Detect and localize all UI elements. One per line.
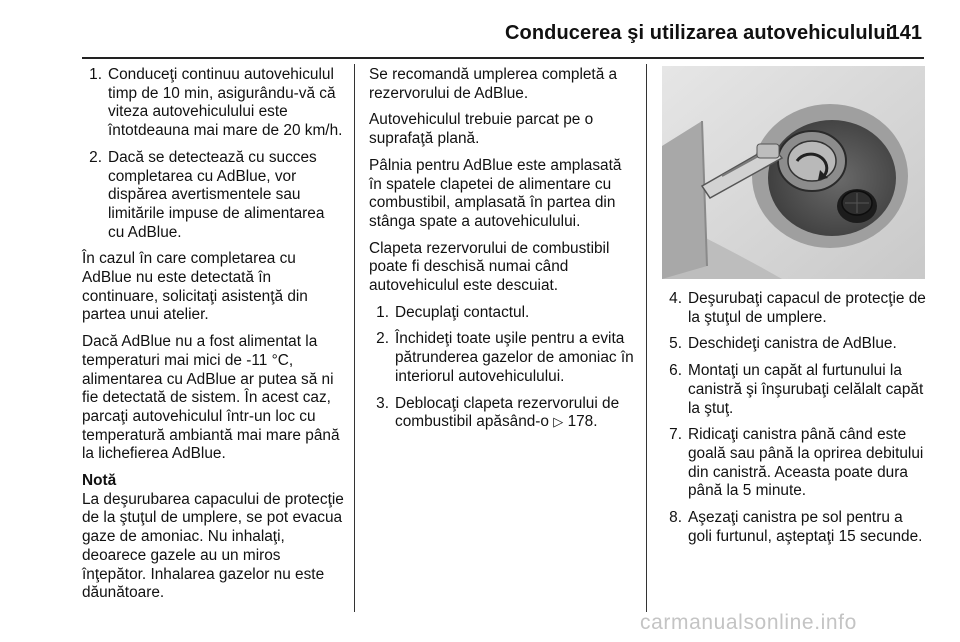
page-header — [0, 22, 960, 56]
list-item — [82, 66, 344, 141]
list-item-text: Deschideţi canistra de AdBlue. — [688, 335, 897, 353]
list-item-number: 3. — [376, 394, 389, 412]
paragraph: Se recomandă umplerea completă a rezervorului de AdBlue. — [369, 66, 618, 102]
list-item — [662, 290, 926, 327]
column-2 — [369, 66, 637, 440]
column-1 — [82, 66, 344, 603]
list-item-text: Aşezaţi canistra pe sol pentru a goli furtunul, aşteptaţi 15 secunde. — [688, 509, 923, 545]
list-item — [662, 426, 926, 501]
list-item-number: 7. — [669, 426, 682, 444]
list-item-text: Decuplaţi contactul. — [395, 303, 530, 321]
list-item-number: 1. — [89, 66, 102, 83]
paragraph: Pâlnia pentru AdBlue este amplasată în spatele clapetei de alimentare cu combustibil, amplasată în partea din stânga spate a autovehiculului. — [369, 156, 622, 230]
note-block — [82, 472, 344, 603]
column-3 — [662, 290, 926, 554]
list-item — [662, 509, 926, 546]
list-item-text: Ridicaţi canistra până când este goală sau până la oprirea debitului din canistră. Aceasta poate dura până la 5 minute. — [688, 426, 924, 500]
page-number: 141 — [888, 22, 922, 44]
list-item-text: Conduceţi continuu autovehiculul timp de 10 min, asigurându-vă că viteza autovehiculului este întotdeauna mai mare de 20 km/h. — [108, 66, 343, 140]
column-divider-left — [354, 64, 355, 612]
list-item-number: 1. — [376, 303, 389, 321]
list-item — [369, 330, 637, 386]
list-item-number: 2. — [89, 148, 102, 166]
list-item-text — [395, 395, 637, 432]
page-reference-icon[interactable]: ▷ — [553, 414, 564, 430]
list-item — [369, 304, 637, 323]
paragraph: Dacă AdBlue nu a fost alimentat la temperaturi mai mici de -11 °C, alimentarea cu AdBlue ar putea să ni fie detectată de sistem. În acest caz, parcaţi autovehiculul într-un loc cu temperatură ambiantă mai mare până la lichefierea AdBlue. — [82, 333, 340, 463]
list-item — [369, 395, 637, 432]
list-item-number: 5. — [669, 335, 682, 353]
list-item — [662, 362, 926, 418]
list-item-text: Dacă se detectează cu succes completarea cu AdBlue, vor dispărea avertismentele sau limitările impuse de alimentarea cu AdBlue. — [108, 148, 325, 241]
list-item-number: 4. — [669, 290, 682, 307]
list-item-text: Montaţi un capăt al furtunului la canistră şi înşurubaţi celălalt capăt la ştuţ. — [688, 362, 924, 417]
list-item-number: 2. — [376, 330, 389, 348]
header-rule — [82, 57, 924, 59]
paragraph: Autovehiculul trebuie parcat pe o suprafaţă plană. — [369, 111, 594, 148]
note-text: La deşurubarea capacului de protecţie de la ştuţul de umplere, se pot evacua gaze de amoniac. Nu inhalaţi, deoarece gazele au un miros înţepător. Inhalarea gazelor nu este dăunătoare. — [82, 490, 344, 602]
list-item — [662, 335, 926, 354]
list-item-text-body: Deblocaţi clapeta rezervorului de combustibil apăsând-o — [395, 394, 620, 431]
watermark: carmanualsonline.info — [640, 611, 857, 634]
list-item — [82, 149, 344, 243]
list-item-text: Deşurubaţi capacul de protecţie de la ştuţul de umplere. — [688, 290, 926, 326]
page-reference[interactable]: 178. — [567, 413, 598, 431]
list-item-number: 6. — [669, 362, 682, 380]
fuel-flap-photo — [662, 66, 925, 279]
paragraph: În cazul în care completarea cu AdBlue nu este detectată în continuare, solicitaţi asistenţă din partea unui atelier. — [82, 250, 308, 324]
paragraph: Clapeta rezervorului de combustibil poate fi deschisă numai când autovehiculul este descuiat. — [369, 239, 610, 295]
list-item-number: 8. — [669, 509, 682, 527]
section-title: Conducerea şi utilizarea autovehiculului — [505, 22, 892, 44]
column-divider-right — [646, 64, 647, 612]
fuel-flap-adblue-cap-icon — [662, 66, 925, 279]
list-item-text: Închideţi toate uşile pentru a evita pătrunderea gazelor de amoniac în interiorul autovehiculului. — [395, 330, 634, 385]
note-title: Notă — [82, 472, 117, 490]
